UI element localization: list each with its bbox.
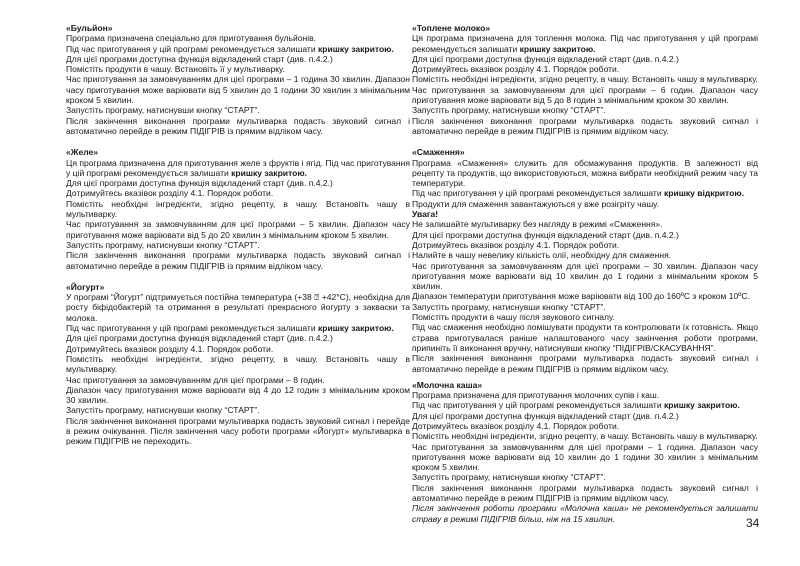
paragraph — [66, 344, 410, 354]
section — [412, 380, 758, 524]
paragraph — [412, 390, 758, 400]
emphasis-text: кришку закритою. — [317, 323, 394, 334]
emphasis-text: кришку закритою. — [663, 400, 740, 411]
paragraph — [412, 483, 758, 504]
paragraph — [66, 105, 410, 115]
paragraph-text: Дотримуйтесь вказівок розділу 4.1. Порядок роботи. — [66, 343, 274, 354]
paragraph-text: Програма призначена спеціально для приготування бульйонів. — [66, 33, 317, 44]
paragraph — [412, 302, 758, 312]
paragraph — [412, 219, 758, 229]
paragraph-text: У програмі “Йогурт” підтримується постійна температура (+38 ⍰ +42°С), необхідна для росту біфідобактерій та отримання в результаті прекрасного йогурту з закваски та молока. — [66, 292, 410, 323]
paragraph — [412, 312, 758, 322]
paragraph-text: Запустіть програму, натиснувши кнопку “СТАРТ”. — [412, 472, 606, 483]
section-heading: «Смаження» — [412, 147, 465, 158]
paragraph — [66, 385, 410, 406]
paragraph-text: Запустіть програму, натиснувши кнопку “СТАРТ”. — [412, 301, 606, 312]
paragraph — [412, 503, 758, 524]
paragraph-text: Час приготування за замовчуванням для цієї програми – 30 хвилин. Діапазон часу приготування може варіювати від 10 хвилин до 1 години з мінімальним кроком 5 хвилин. — [412, 260, 758, 292]
section — [66, 282, 410, 447]
paragraph-text: Помістіть необхідні інгредієнти, згідно рецепту, в чашу. Встановіть чашу в мультиварку. — [412, 431, 758, 442]
paragraph — [412, 421, 758, 431]
section — [66, 147, 410, 271]
paragraph — [66, 333, 410, 343]
paragraph-text: Ця програма призначена для топлення молока. Під час приготування у цій програмі рекомендується залишати — [412, 33, 758, 54]
paragraph — [66, 416, 410, 447]
paragraph-text: Дотримуйтесь вказівок розділу 4.1. Порядок роботи. — [66, 188, 274, 199]
paragraph — [66, 292, 410, 323]
section-heading: «Йогурт» — [66, 281, 105, 292]
right-column — [412, 23, 758, 524]
paragraph — [66, 54, 410, 64]
paragraph — [412, 250, 758, 260]
note-text: Після закінчення роботи програми «Молочна каша» не рекомендується залишати страву в режимі ПІДІГРІВ більш, ніж на 15 хвилин. — [412, 503, 758, 524]
paragraph — [66, 405, 410, 415]
paragraph-text: Після закінчення виконання програми мультиварка подасть звуковий сигнал і автоматично перейде в режим ПІДІГРІВ із прямим відліком часу. — [66, 115, 410, 136]
paragraph-text: Під час приготування у цій програмі рекомендується залишати — [412, 400, 664, 411]
paragraph — [66, 188, 410, 198]
paragraph-text: Для цієї програми доступна функція відкладений старт (див. п.4.2.) — [66, 178, 333, 189]
paragraph-text: Після закінчення виконання програми мультиварка подасть звуковий сигнал і автоматично перейде в режим ПІДІГРІВ із прямим відліком часу. — [66, 250, 410, 271]
paragraph-text: Помістіть необхідні інгредієнти, згідно рецепту, в чашу. Встановіть чашу в мультиварку. — [66, 198, 410, 220]
paragraph — [412, 400, 758, 410]
paragraph — [66, 178, 410, 188]
paragraph-text: Після закінчення виконання програми мультиварка подасть звуковий сигнал і автоматично перейде в режим ПІДІГРІВ із прямим відліком часу. — [412, 353, 758, 374]
paragraph-text: Програма «Смаження» служить для обсмажування продуктів. В залежності від рецепту та продуктів, що використовуються, можна вибрати необхідний режим часу та температури. — [412, 157, 758, 189]
paragraph — [66, 44, 410, 54]
paragraph — [412, 431, 758, 441]
paragraph — [412, 353, 758, 374]
paragraph — [66, 354, 410, 375]
paragraph — [412, 240, 758, 250]
section — [412, 147, 758, 374]
paragraph-text: Під час смаження необхідно помішувати продукти та контролювати їх готовність. Якщо страва приготувалася раніше налаштованого часу закінчення роботи програми, припиніть її виконання вручну, натиснувши кнопку “ПІДІГРІВ/СКАСУВАННЯ”. — [412, 322, 758, 353]
paragraph-text: Продукти для смаження завантажуються у вже розігріту чашу. — [412, 198, 659, 209]
section-heading: «Топлене молоко» — [412, 23, 491, 33]
paragraph — [412, 209, 758, 219]
section-heading: «Желе» — [66, 147, 99, 158]
paragraph-text: Запустіть програму, натиснувши кнопку “СТАРТ”. — [412, 105, 606, 116]
paragraph — [412, 54, 758, 64]
paragraph-text: Під час приготування у цій програмі рекомендується залишати — [412, 188, 664, 199]
paragraph — [412, 116, 758, 137]
paragraph — [66, 116, 410, 137]
paragraph-text: Запустіть програму, натиснувши кнопку “СТАРТ”. — [66, 105, 260, 116]
paragraph — [412, 291, 758, 301]
paragraph-text: Дотримуйтесь вказівок розділу 4.1. Порядок роботи. — [412, 420, 620, 431]
paragraph-text: Помістіть продукти в чашу після звукового сигналу. — [412, 312, 615, 323]
paragraph — [412, 158, 758, 189]
paragraph — [66, 33, 410, 43]
emphasis-text: кришку закритою. — [519, 43, 596, 54]
section-heading: «Бульйон» — [66, 23, 113, 33]
paragraph-text: Запустіть програму, натиснувши кнопку “СТАРТ”. — [66, 239, 260, 250]
section — [66, 23, 410, 136]
paragraph — [66, 250, 410, 271]
paragraph — [412, 74, 758, 105]
paragraph-text: Для цієї програми доступна функція відкладений старт (див. п.4.2.) — [412, 410, 679, 421]
paragraph-text: Для цієї програми доступна функція відкладений старт (див. п.4.2.) — [412, 229, 679, 240]
paragraph-text: Діапазон температури приготування може варіювати від 100 до 160ºС з кроком 10ºС. — [412, 291, 750, 302]
paragraph-text: Після закінчення виконання програми мультиварка подасть звуковий сигнал і автоматично перейде в режим ПІДІГРІВ із прямим відліком часу. — [412, 115, 758, 136]
paragraph — [412, 261, 758, 292]
paragraph — [412, 105, 758, 115]
paragraph — [66, 323, 410, 333]
paragraph-text: Не залишайте мультиварку без нагляду в режимі «Смаження». — [412, 219, 663, 230]
paragraph — [66, 375, 410, 385]
section — [412, 23, 758, 136]
paragraph-text: Діапазон часу приготування може варіювати від 4 до 12 годин з мінімальним кроком 30 хвилин. — [66, 384, 410, 406]
paragraph-text: Час приготування за замовчуванням для цієї програми – 1 година 30 хвилин. Діапазон часу приготування може варіювати від 5 хвилин до 1 години 30 хвилин з мінімальним кроком 5 хвилин. — [66, 74, 410, 106]
paragraph-text: Після закінчення виконання програми мультиварка подасть звуковий сигнал і перейде в режим очікування. Після закінчення часу роботи програми «Йогурт» мультиварка в режим ПІДІГРІВ не переходить. — [66, 415, 410, 447]
paragraph — [412, 442, 758, 473]
paragraph — [66, 199, 410, 220]
page-number: 34 — [746, 516, 760, 530]
paragraph — [412, 322, 758, 353]
paragraph-text: Дотримуйтесь вказівок розділу 4.1. Порядок роботи. — [412, 64, 620, 75]
paragraph-text: Програма призначена для приготування молочних супів і каш. — [412, 390, 660, 401]
paragraph — [412, 64, 758, 74]
emphasis-text: кришку закритою. — [317, 43, 394, 54]
paragraph-text: Помістіть продукти в чашу. Встановіть її у мультиварку. — [66, 64, 285, 75]
paragraph — [412, 472, 758, 482]
paragraph-text: Для цієї програми доступна функція відкладений старт (див. п.4.2.) — [66, 333, 333, 344]
paragraph-text: Для цієї програми доступна функція відкладений старт (див. п.4.2.) — [412, 53, 679, 64]
paragraph — [66, 64, 410, 74]
section-heading: «Молочна каша» — [412, 379, 483, 390]
paragraph-text: Час приготування за замовчуванням для цієї програми – 5 хвилин. Діапазон часу приготування може варіювати від 5 до 20 хвилин з мінімальним кроком 5 хвилин. — [66, 219, 410, 240]
paragraph — [412, 33, 758, 54]
paragraph-text: Ця програма призначена для приготування желе з фруктів і ягід. Під час приготування у цій програмі рекомендується залишати — [66, 157, 410, 178]
paragraph — [412, 411, 758, 421]
paragraph — [66, 158, 410, 179]
paragraph — [66, 74, 410, 105]
paragraph-text: Час приготування за замовчуванням для цієї програми – 1 година. Діапазон часу приготування може варіювати від 10 хвилин до 1 години 30 хвилин з мінімальним кроком 5 хвилин. — [412, 441, 758, 473]
paragraph-text: Після закінчення виконання програми мультиварка подасть звуковий сигнал і автоматично перейде в режим ПІДІГРІВ із прямим відліком часу. — [412, 482, 758, 504]
paragraph-text: Помістіть необхідні інгредієнти, згідно рецепту, в чашу. Встановіть чашу в мультиварку. Час приготування за замовчуванням для цієї програми – 6 годин. Діапазон часу приготування може варіювати від 5 до 8 годин з мінімальним кроком 30 хвилин. — [412, 74, 758, 106]
paragraph-text: Запустіть програму, натиснувши кнопку “СТАРТ”. — [66, 405, 260, 416]
paragraph-text: Для цієї програми доступна функція відкладений старт (див. п.4.2.) — [66, 53, 333, 64]
paragraph-text: Помістіть необхідні інгредієнти, згідно рецепту, в чашу. Встановіть чашу в мультиварку. — [66, 353, 410, 375]
paragraph-text: Під час приготування у цій програмі рекомендується залишати — [66, 43, 318, 54]
paragraph — [412, 188, 758, 198]
emphasis-text: Увага! — [412, 209, 439, 220]
left-column — [66, 23, 410, 447]
paragraph — [412, 230, 758, 240]
paragraph-text: Налийте в чашу невелику кількість олії, необхідну для смаження. — [412, 250, 672, 261]
emphasis-text: кришку відкритою. — [663, 188, 745, 199]
paragraph-text: Дотримуйтесь вказівок розділу 4.1. Порядок роботи. — [412, 239, 620, 250]
paragraph-text: Під час приготування у цій програмі рекомендується залишати — [66, 323, 318, 334]
emphasis-text: кришку закритою. — [231, 167, 308, 178]
paragraph-text: Час приготування за замовчуванням для цієї програми – 8 годин. — [66, 374, 325, 385]
paragraph — [412, 199, 758, 209]
paragraph — [66, 219, 410, 240]
paragraph — [66, 240, 410, 250]
